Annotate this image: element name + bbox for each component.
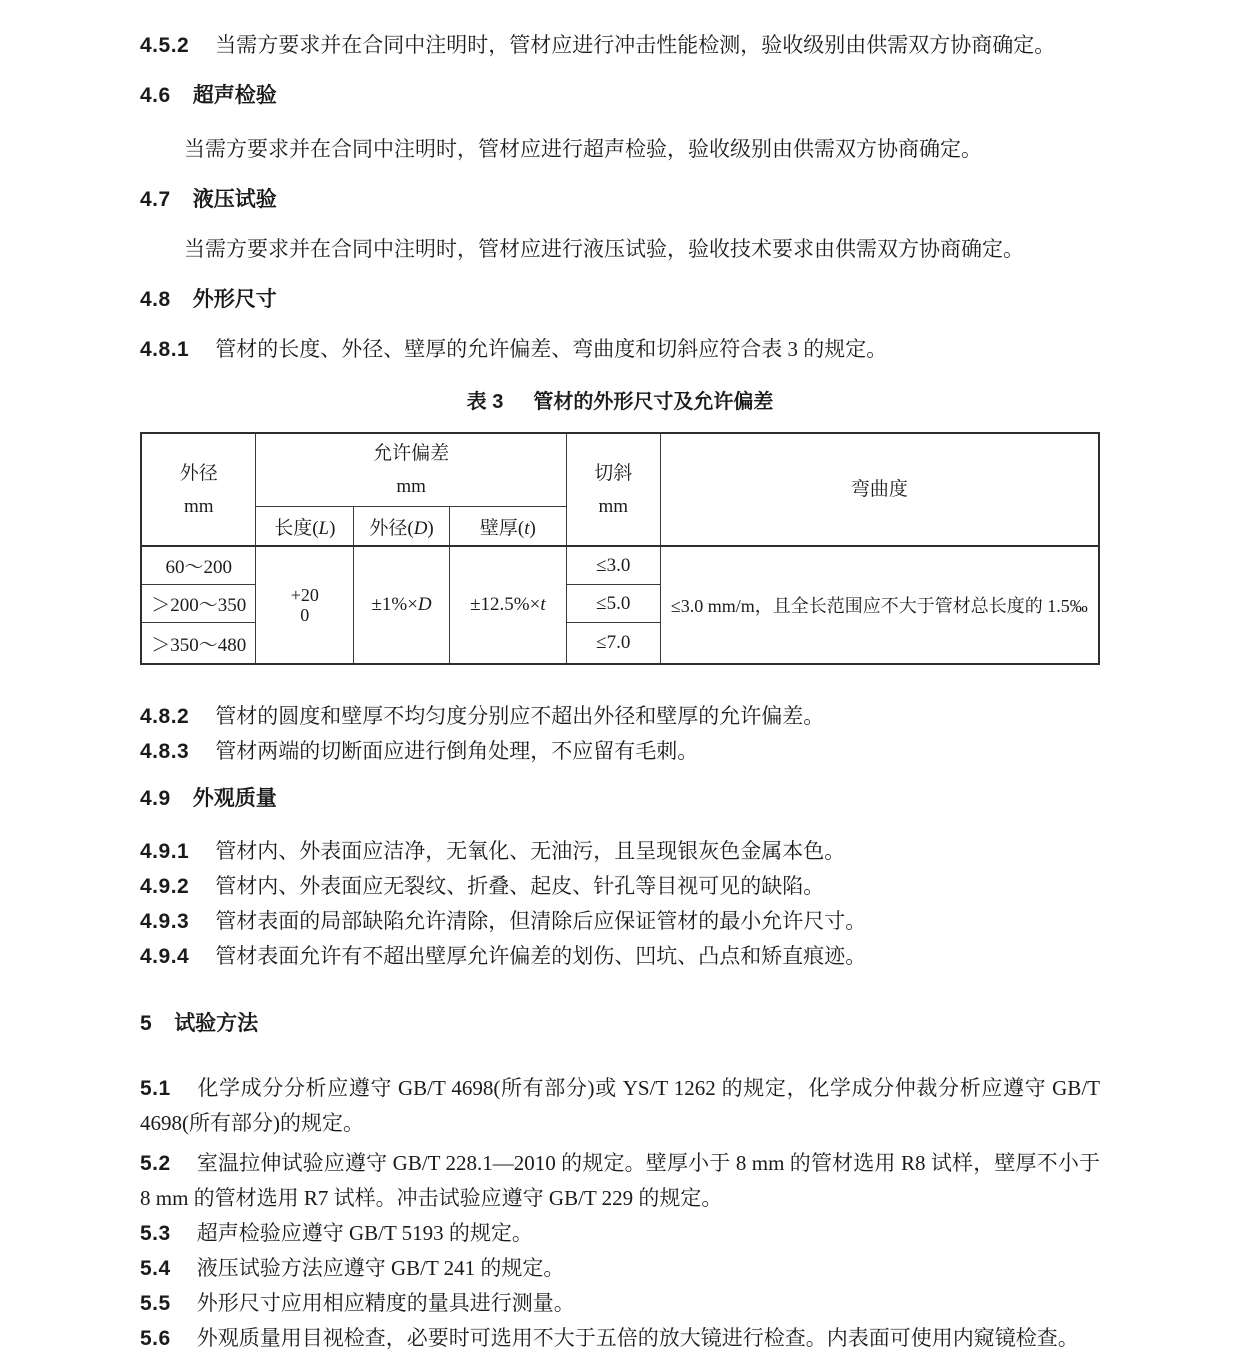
table-caption-title: 管材的外形尺寸及允许偏差 [533,391,774,413]
table3-cell-od-range-3: ＞350～480 [141,623,256,665]
table3 [140,432,1100,665]
header-text: ) [427,517,434,539]
section-number: 4.8 [140,288,171,311]
clause-number: 5.5 [140,1292,171,1315]
clause-text: 液压试验方法应遵守 GB/T 241 的规定。 [196,1256,565,1280]
section-heading-4-7 [140,182,1100,217]
section-title: 超声检验 [192,84,277,107]
paragraph-4-6: 当需方要求并在合同中注明时，管材应进行超声检验，验收级别由供需双方协商确定。 [184,137,982,161]
clause-5-2 [140,1146,1100,1216]
clause-number: 4.9.2 [140,875,190,898]
section-number: 4.6 [140,84,171,107]
header-text: 允许偏差 [373,443,450,464]
clause-text: 管材的圆度和壁厚不均匀度分别应不超出外径和壁厚的允许偏差。 [215,704,825,728]
clause-text: 管材表面的局部缺陷允许清除，但清除后应保证管材的最小允许尺寸。 [215,909,867,933]
variable-D: D [417,594,432,615]
clause-number: 4.8.1 [140,338,190,361]
clause-4-5-2 [140,28,1100,63]
table3-cell-od-tolerance [354,546,450,664]
table3-header-outer-diameter [141,433,256,546]
clause-text: 管材的长度、外径、壁厚的允许偏差、弯曲度和切斜应符合表 3 的规定。 [215,337,888,361]
tolerance-text: ±1%× [371,594,418,615]
clause-number: 4.8.3 [140,740,190,763]
clause-text: 管材内、外表面应洁净，无氧化、无油污，且呈现银灰色金属本色。 [215,839,846,863]
clause-text: 管材内、外表面应无裂纹、折叠、起皮、针孔等目视可见的缺陷。 [215,874,825,898]
table-row [141,546,1099,585]
table3-cell-length-tolerance [256,546,354,664]
variable-D: D [413,517,428,539]
header-text: ) [329,517,336,539]
table3-cell-od-range-1: 60～200 [141,546,256,585]
tolerance-stack [291,585,319,625]
section-heading-5 [140,1006,1100,1041]
table3-header-tolerance [256,433,566,507]
clause-4-9-4 [140,939,1100,974]
table3-cell-wall-tolerance [449,546,566,664]
header-text: 壁厚( [479,517,525,539]
table3-header-bend: 弯曲度 [660,433,1099,546]
section-number: 5 [140,1012,153,1035]
clause-5-6 [140,1321,1100,1356]
clause-text: 管材两端的切断面应进行倒角处理，不应留有毛刺。 [215,739,699,763]
clause-4-8-2 [140,699,1100,734]
clause-text: 管材表面允许有不超出壁厚允许偏差的划伤、凹坑、凸点和矫直痕迹。 [215,944,867,968]
clause-5-3 [140,1216,1100,1251]
variable-t: t [524,517,530,539]
clause-text: 外观质量用目视检查，必要时可选用不大于五倍的放大镜进行检查。内表面可使用内窥镜检查。 [196,1326,1079,1350]
section-title: 试验方法 [174,1012,259,1035]
section-heading-4-6 [140,78,1100,113]
clause-text: 室温拉伸试验应遵守 GB/T 228.1—2010 的规定。壁厚小于 8 mm 的管材选用 R8 试样，壁厚不小于 8 mm 的管材选用 R7 试样。冲击试验应遵守 GB/T 229 的规定。 [140,1151,1100,1210]
clause-text: 化学成分分析应遵守 GB/T 4698(所有部分)或 YS/T 1262 的规定，化学成分仲裁分析应遵守 GB/T 4698(所有部分)的规定。 [140,1076,1100,1135]
table3-cell-cut-2: ≤5.0 [566,585,660,623]
tolerance-lower: 0 [300,605,310,625]
tolerance-upper: +20 [290,585,319,605]
clause-number: 4.9.4 [140,945,190,968]
table3-header-od [354,507,450,547]
table3-cell-cut-3: ≤7.0 [566,623,660,665]
section-heading-4-8 [140,282,1100,317]
clause-number: 5.6 [140,1327,171,1350]
table3-cell-cut-1: ≤3.0 [566,546,660,585]
tolerance-text: ±12.5%× [470,594,541,615]
header-unit: mm [183,495,214,517]
clause-number: 4.8.2 [140,705,190,728]
paragraph-4-7: 当需方要求并在合同中注明时，管材应进行液压试验，验收技术要求由供需双方协商确定。 [184,237,1024,261]
header-text: 长度( [274,517,319,539]
clause-4-9-3 [140,904,1100,939]
table3-header-wall [449,507,566,547]
table3-cell-od-range-2: ＞200～350 [141,585,256,623]
table3-caption [140,385,1100,420]
table3-header-length [256,507,354,547]
clause-text: 超声检验应遵守 GB/T 5193 的规定。 [196,1221,533,1245]
clause-5-5 [140,1286,1100,1321]
clause-4-8-1 [140,332,1100,367]
clause-number: 5.3 [140,1222,171,1245]
header-text: 外径( [369,517,414,539]
table3-cell-bend: ≤3.0 mm/m，且全长范围应不大于管材总长度的 1.5‰ [660,546,1099,664]
header-unit: mm [598,495,629,517]
section-number: 4.7 [140,188,171,211]
header-text: 外径 [179,462,218,484]
section-number: 4.9 [140,787,171,810]
header-unit: mm [396,476,426,497]
section-heading-4-9 [140,781,1100,816]
clause-number: 5.1 [140,1077,171,1100]
clause-4-8-3 [140,734,1100,769]
header-text: 切斜 [594,462,633,484]
table3-header-cut-slope [566,433,660,546]
clause-text: 当需方要求并在合同中注明时，管材应进行冲击性能检测，验收级别由供需双方协商确定。 [215,33,1056,57]
clause-4-9-2 [140,869,1100,904]
section-title: 液压试验 [192,188,277,211]
clause-5-1 [140,1071,1100,1141]
header-text: ) [529,517,536,539]
clause-number: 5.4 [140,1257,171,1280]
clause-number: 4.9.3 [140,910,190,933]
variable-t: t [540,594,546,615]
clause-number: 4.5.2 [140,34,190,57]
clause-4-9-1 [140,834,1100,869]
table-caption-label: 表 3 [466,391,504,413]
clause-5-4 [140,1251,1100,1286]
section-title: 外观质量 [192,787,277,810]
clause-number: 5.2 [140,1152,171,1175]
variable-L: L [318,517,330,539]
clause-text: 外形尺寸应用相应精度的量具进行测量。 [196,1291,575,1315]
section-title: 外形尺寸 [192,288,277,311]
clause-number: 4.9.1 [140,840,190,863]
